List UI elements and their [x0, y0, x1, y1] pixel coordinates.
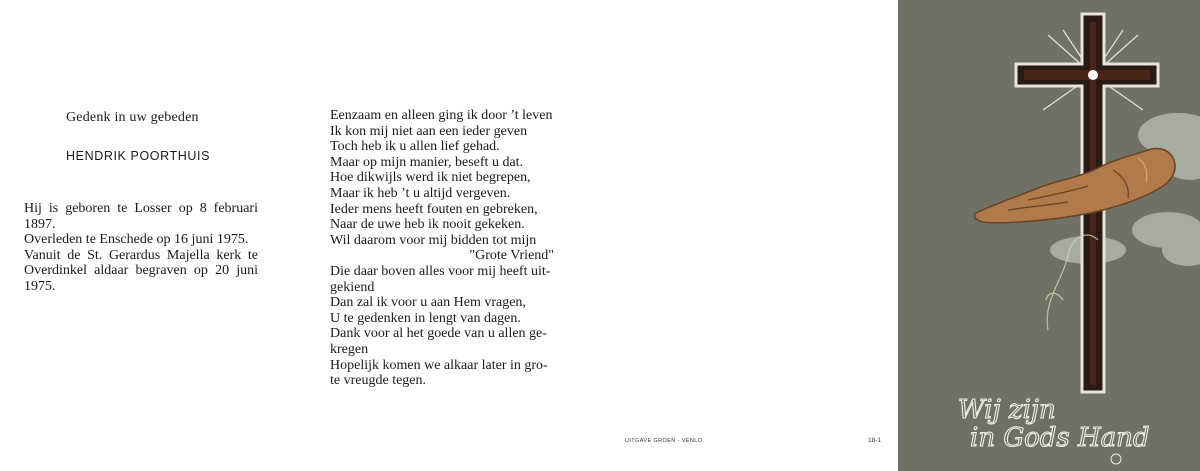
- poem-line: Maar op mijn manier, beseft u dat.: [330, 154, 524, 170]
- poem-line: Ieder mens heeft fouten en gebreken,: [330, 201, 538, 217]
- birth-text: Hij is geboren te Losser op 8 februari 1897.: [24, 201, 258, 232]
- poem: [330, 108, 570, 389]
- poem-line: Hopelijk komen we alkaar later in gro-: [330, 357, 548, 373]
- caption-line-1: Wij zijn: [958, 395, 1056, 425]
- poem-line: kregen: [330, 341, 369, 357]
- poem-line: Hoe dikwijls werd ik niet begrepen,: [330, 170, 531, 186]
- caption-line-2: in Gods Hand: [970, 423, 1150, 453]
- poem-line: gekiend: [330, 279, 375, 295]
- burial-text: Vanuit de St. Gerardus Majella kerk te Overdinkel aldaar begraven op 20 juni 1975.: [24, 247, 258, 294]
- poem-line: Dank voor al het goede van u allen ge-: [330, 326, 547, 342]
- illustration-svg: [898, 0, 1200, 471]
- poem-line: Dan zal ik voor u aan Hem vragen,: [330, 295, 526, 311]
- poem-line: "Grote Vriend": [469, 248, 554, 264]
- poem-line: Eenzaam en alleen ging ik door ’t leven: [330, 108, 553, 123]
- caption: [958, 395, 1150, 453]
- hand-icon: [975, 148, 1175, 222]
- cross-hand-illustration: [898, 0, 1200, 471]
- poem-line: U te gedenken in lengt van dagen.: [330, 310, 521, 326]
- card-code: 18-1: [868, 437, 882, 444]
- biography: [24, 201, 258, 295]
- publisher-imprint: UITGAVE GROEN - VENLO: [625, 438, 703, 444]
- deceased-name: HENDRIK POORTHUIS: [66, 149, 211, 163]
- logo-mark-icon: [1111, 454, 1121, 464]
- poem-line: Ik kon mij niet aan een ieder geven: [330, 123, 528, 139]
- poem-line: Toch heb ik u allen lief gehad.: [330, 139, 500, 155]
- poem-line: Wil daarom voor mij bidden tot mijn: [330, 232, 537, 248]
- poem-line: Maar ik heb ’t u altijd vergeven.: [330, 185, 511, 201]
- poem-line: Naar de uwe heb ik nooit gekeken.: [330, 217, 525, 233]
- card-heading: Gedenk in uw gebeden: [66, 110, 199, 125]
- poem-line: Die daar boven alles voor mij heeft uit-: [330, 263, 551, 279]
- poem-line: te vreugde tegen.: [330, 373, 427, 389]
- death-text: Overleden te Enschede op 16 juni 1975.: [24, 232, 249, 248]
